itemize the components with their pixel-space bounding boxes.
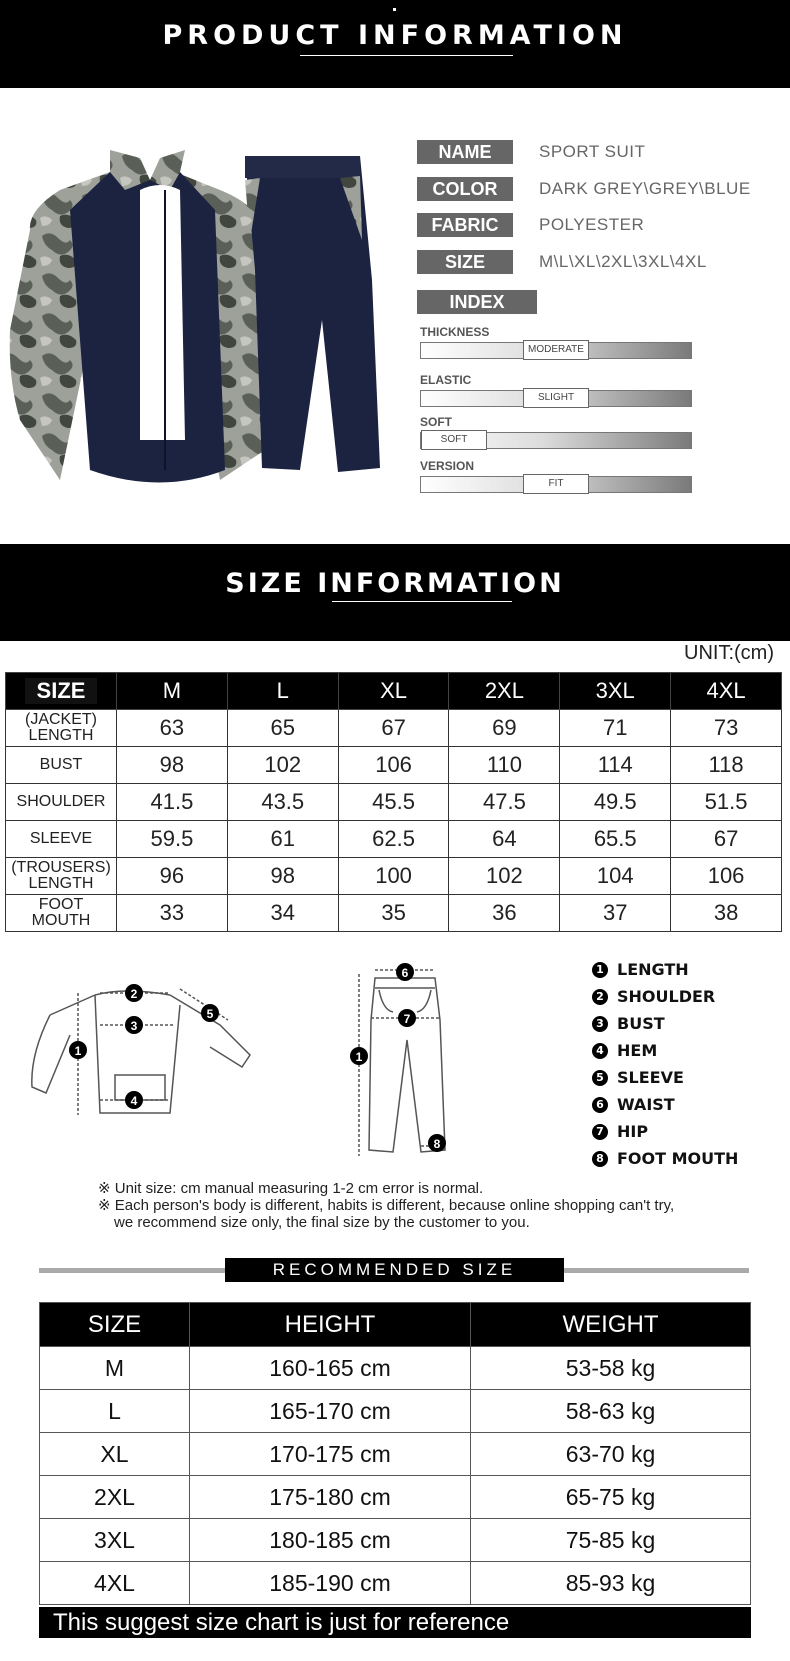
marker-6: [396, 963, 414, 981]
marker-2: [125, 984, 143, 1002]
table-cell: 65: [227, 710, 338, 747]
rec-header-cell: HEIGHT: [190, 1303, 471, 1347]
legend-item: [592, 1145, 738, 1172]
spec-value-name: SPORT SUIT: [539, 142, 646, 161]
table-cell: 73: [671, 710, 782, 747]
table-cell: L: [40, 1390, 190, 1433]
table-cell: 180-185 cm: [190, 1519, 471, 1562]
table-cell: 118: [671, 747, 782, 784]
rec-header-cell: SIZE: [40, 1303, 190, 1347]
table-cell: 165-170 cm: [190, 1390, 471, 1433]
marker-5-label: 5: [206, 1007, 214, 1021]
marker-2-label: 2: [130, 987, 138, 1001]
legend-number: 1: [592, 962, 608, 978]
table-cell: 98: [227, 858, 338, 895]
row-label: BUST: [6, 747, 117, 784]
size-header-cell: XL: [338, 673, 449, 710]
marker-8-label: 8: [433, 1137, 441, 1151]
table-row: [6, 784, 782, 821]
pants-measure-diagram: [345, 960, 465, 1160]
index-bar-elastic: [420, 390, 692, 407]
table-cell: 49.5: [560, 784, 671, 821]
table-cell: 102: [227, 747, 338, 784]
legend-number: 5: [592, 1070, 608, 1086]
table-cell: 64: [449, 821, 560, 858]
index-marker-soft: SOFT: [421, 430, 487, 450]
legend-number: 4: [592, 1043, 608, 1059]
table-cell: 2XL: [40, 1476, 190, 1519]
index-marker-version: FIT: [523, 474, 589, 494]
table-cell: 41.5: [117, 784, 228, 821]
spec-value-color: DARK GREY\GREY\BLUE: [539, 179, 751, 198]
spec-label-color: COLOR: [417, 177, 513, 201]
note-line: we recommend size only, the final size by the customer to you.: [114, 1214, 530, 1231]
legend-text: SHOULDER: [617, 987, 716, 1006]
table-cell: 71: [560, 710, 671, 747]
legend-number: 3: [592, 1016, 608, 1032]
table-cell: 38: [671, 895, 782, 932]
table-cell: 170-175 cm: [190, 1433, 471, 1476]
legend-item: [592, 956, 738, 983]
marker-1: [350, 1047, 368, 1065]
table-cell: 61: [227, 821, 338, 858]
rec-header-cell: WEIGHT: [471, 1303, 751, 1347]
table-cell: 43.5: [227, 784, 338, 821]
spec-value-fabric: POLYESTER: [539, 215, 645, 234]
table-row: [40, 1562, 751, 1605]
size-header-cell: M: [117, 673, 228, 710]
table-cell: 4XL: [40, 1562, 190, 1605]
table-cell: 45.5: [338, 784, 449, 821]
legend-item: [592, 1118, 738, 1145]
spec-value-size: M\L\XL\2XL\3XL\4XL: [539, 252, 707, 271]
table-cell: 36: [449, 895, 560, 932]
table-cell: 110: [449, 747, 560, 784]
index-bar-soft: [420, 432, 692, 449]
marker-5: [201, 1004, 219, 1022]
legend-item: [592, 1091, 738, 1118]
table-cell: 3XL: [40, 1519, 190, 1562]
row-label-line: LENGTH: [28, 727, 94, 744]
legend-item: [592, 1010, 738, 1037]
marker-4-label: 4: [130, 1094, 138, 1108]
legend-item: [592, 1064, 738, 1091]
legend-text: HIP: [617, 1122, 649, 1141]
spec-label-size: SIZE: [417, 250, 513, 274]
table-cell: 62.5: [338, 821, 449, 858]
marker-1-label: 1: [74, 1044, 82, 1058]
legend-item: [592, 983, 738, 1010]
legend-number: 8: [592, 1151, 608, 1167]
legend-text: WAIST: [617, 1095, 675, 1114]
note-line: ※ Unit size: cm manual measuring 1-2 cm error is normal.: [98, 1180, 484, 1197]
marker-7-label: 7: [403, 1012, 411, 1026]
size-header-cell: 4XL: [671, 673, 782, 710]
row-label-line: (JACKET): [25, 711, 97, 728]
size-header-label: SIZE: [25, 678, 98, 704]
table-cell: 106: [338, 747, 449, 784]
legend-text: FOOT MOUTH: [617, 1149, 739, 1168]
product-info-banner: [0, 0, 790, 88]
index-name-thickness: THICKNESS: [420, 325, 490, 339]
table-cell: 102: [449, 858, 560, 895]
table-cell: 35: [338, 895, 449, 932]
table-cell: 114: [560, 747, 671, 784]
table-cell: 69: [449, 710, 560, 747]
unit-label: UNIT:(cm): [684, 642, 774, 664]
table-row: [40, 1476, 751, 1519]
table-cell: 67: [671, 821, 782, 858]
table-cell: 160-165 cm: [190, 1347, 471, 1390]
table-row: [40, 1347, 751, 1390]
product-image: [0, 150, 400, 520]
recommended-table: [39, 1302, 751, 1605]
marker-8: [428, 1134, 446, 1152]
row-label: [6, 858, 117, 895]
table-cell: 59.5: [117, 821, 228, 858]
index-marker-elastic: SLIGHT: [523, 388, 589, 408]
table-cell: 98: [117, 747, 228, 784]
table-cell: 85-93 kg: [471, 1562, 751, 1605]
table-cell: 53-58 kg: [471, 1347, 751, 1390]
measure-legend: [592, 956, 738, 1172]
row-label: [6, 710, 117, 747]
table-cell: XL: [40, 1433, 190, 1476]
marker-3: [125, 1016, 143, 1034]
row-label: SLEEVE: [6, 821, 117, 858]
table-cell: 51.5: [671, 784, 782, 821]
index-label: INDEX: [417, 290, 537, 314]
table-cell: 75-85 kg: [471, 1519, 751, 1562]
row-label-line: MOUTH: [31, 912, 91, 929]
table-row: [40, 1390, 751, 1433]
legend-text: LENGTH: [617, 960, 689, 979]
table-row: [6, 747, 782, 784]
note-line: ※ Each person's body is different, habits is different, because online shopping can't try,: [98, 1197, 675, 1214]
size-header-cell: [6, 673, 117, 710]
table-cell: 63-70 kg: [471, 1433, 751, 1476]
table-cell: 100: [338, 858, 449, 895]
jacket-illustration: [10, 150, 269, 483]
marker-6-label: 6: [401, 966, 409, 980]
index-name-elastic: ELASTIC: [420, 373, 472, 387]
size-header-cell: L: [227, 673, 338, 710]
table-cell: 65.5: [560, 821, 671, 858]
legend-text: SLEEVE: [617, 1068, 684, 1087]
spec-label-name: NAME: [417, 140, 513, 164]
marker-7: [398, 1009, 416, 1027]
index-name-soft: SOFT: [420, 415, 452, 429]
marker-1-label: 1: [355, 1050, 363, 1064]
legend-item: [592, 1037, 738, 1064]
size-header-cell: 3XL: [560, 673, 671, 710]
table-row: [6, 821, 782, 858]
rec-divider-right: [562, 1268, 749, 1273]
table-row: [6, 895, 782, 932]
table-cell: 175-180 cm: [190, 1476, 471, 1519]
table-cell: 33: [117, 895, 228, 932]
rec-header: [40, 1303, 751, 1347]
table-row: [6, 710, 782, 747]
row-label: [6, 895, 117, 932]
row-label-line: FOOT: [38, 896, 84, 913]
marker-3-label: 3: [130, 1019, 138, 1033]
spec-label-fabric: FABRIC: [417, 213, 513, 237]
product-info-title: PRODUCT INFORMATION: [162, 20, 628, 51]
legend-text: BUST: [617, 1014, 665, 1033]
table-cell: 96: [117, 858, 228, 895]
marker-1: [69, 1041, 87, 1059]
size-table: [5, 672, 782, 932]
row-label-line: (TROUSERS): [11, 859, 111, 876]
pants-illustration: [245, 156, 380, 472]
recommended-title: RECOMMENDED SIZE: [225, 1258, 564, 1282]
table-cell: 104: [560, 858, 671, 895]
index-marker-thickness: MODERATE: [523, 340, 589, 360]
reference-footer: This suggest size chart is just for reference: [39, 1607, 751, 1638]
table-cell: 65-75 kg: [471, 1476, 751, 1519]
index-name-version: VERSION: [420, 459, 475, 473]
size-info-banner: [0, 544, 790, 641]
row-label-line: LENGTH: [28, 875, 94, 892]
banner-dot: [393, 8, 396, 11]
table-row: [40, 1519, 751, 1562]
rec-divider-left: [39, 1268, 227, 1273]
table-cell: 34: [227, 895, 338, 932]
table-cell: 47.5: [449, 784, 560, 821]
legend-number: 7: [592, 1124, 608, 1140]
size-info-title: SIZE INFORMATION: [225, 568, 565, 599]
row-label: SHOULDER: [6, 784, 117, 821]
legend-number: 6: [592, 1097, 608, 1113]
banner-underline: [332, 601, 512, 602]
jacket-measure-diagram: [20, 975, 260, 1125]
table-row: [6, 858, 782, 895]
size-header-cell: 2XL: [449, 673, 560, 710]
legend-text: HEM: [617, 1041, 658, 1060]
table-cell: 37: [560, 895, 671, 932]
size-table-header: [6, 673, 782, 710]
table-cell: 106: [671, 858, 782, 895]
table-cell: 63: [117, 710, 228, 747]
table-cell: M: [40, 1347, 190, 1390]
table-row: [40, 1433, 751, 1476]
index-bar-thickness: [420, 342, 692, 359]
marker-4: [125, 1091, 143, 1109]
banner-underline: [300, 55, 513, 56]
legend-number: 2: [592, 989, 608, 1005]
table-cell: 67: [338, 710, 449, 747]
table-cell: 58-63 kg: [471, 1390, 751, 1433]
index-bar-version: [420, 476, 692, 493]
table-cell: 185-190 cm: [190, 1562, 471, 1605]
